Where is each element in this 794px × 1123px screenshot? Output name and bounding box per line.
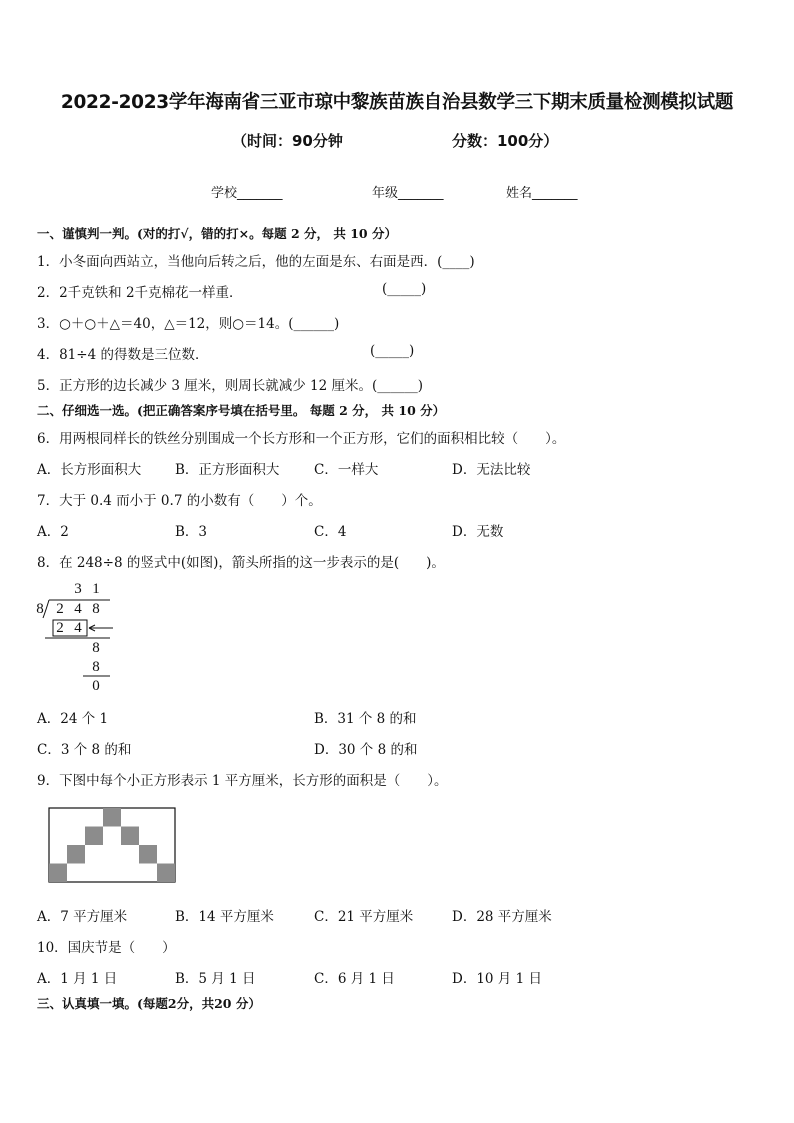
q8-option-c: C．3 个 8 的和	[37, 742, 132, 758]
section-heading-judge: 一、谨慎判一判。(对的打√，错的打×。每题 2 分， 共 10 分）	[37, 226, 397, 241]
shaded-square	[67, 845, 85, 864]
grid-figure	[48, 807, 178, 885]
step-digit: 8	[92, 640, 100, 656]
shaded-square	[103, 808, 121, 827]
page-title: 2022-2023学年海南省三亚市琼中黎族苗族自治县数学三下期末质量检测模拟试题	[60, 92, 734, 113]
quotient-digit: 3	[74, 581, 82, 597]
question-3: 3．○＋○＋△＝40，△＝12，则○＝14。(______)	[37, 316, 340, 332]
step-digit: 2	[56, 620, 64, 636]
section-heading-fill: 三、认真填一填。(每题2分，共20 分）	[37, 996, 261, 1011]
q6-option-a: A．长方形面积大	[37, 462, 142, 478]
q10-option-a: A．1 月 1 日	[37, 971, 118, 987]
exam-score: 分数：100分）	[452, 132, 559, 150]
q10-option-b: B．5 月 1 日	[175, 971, 256, 987]
quotient-digit: 1	[92, 581, 100, 597]
question-6: 6．用两根同样长的铁丝分别围成一个长方形和一个正方形，它们的面积相比较（ ）。	[37, 431, 566, 447]
question-4-blank: (_____)	[370, 343, 415, 359]
long-division-lines	[0, 570, 130, 700]
divisor-digit: 8	[36, 601, 44, 617]
q7-option-a: A．2	[37, 524, 69, 540]
q8-option-d: D．30 个 8 的和	[314, 742, 418, 758]
step-digit: 4	[74, 620, 82, 636]
question-8: 8．在 248÷8 的竖式中(如图)，箭头所指的这一步表示的是( )。	[37, 555, 445, 571]
remainder-digit: 0	[92, 678, 100, 694]
q8-option-a: A．24 个 1	[37, 711, 109, 727]
exam-time: （时间：90分钟	[232, 132, 343, 150]
question-9: 9．下图中每个小正方形表示 1 平方厘米，长方形的面积是（ ）。	[37, 773, 448, 789]
question-2-blank: (_____)	[382, 281, 427, 297]
q7-option-d: D．无数	[452, 524, 504, 540]
question-1: 1．小冬面向西站立，当他向后转之后，他的左面是东、右面是西．(____)	[37, 254, 475, 270]
q8-option-b: B．31 个 8 的和	[314, 711, 417, 727]
shaded-square	[85, 827, 103, 846]
q10-option-c: C．6 月 1 日	[314, 971, 395, 987]
question-7: 7．大于 0.4 而小于 0.7 的小数有（ ）个。	[37, 493, 322, 509]
q6-option-c: C．一样大	[314, 462, 379, 478]
shaded-square	[139, 845, 157, 864]
q6-option-d: D．无法比较	[452, 462, 531, 478]
shaded-square	[157, 864, 175, 883]
highlight-box	[53, 620, 87, 636]
dividend-digit: 8	[92, 601, 100, 617]
q6-option-b: B．正方形面积大	[175, 462, 280, 478]
question-10: 10．国庆节是（ ）	[37, 940, 176, 956]
dividend-digit: 4	[74, 601, 82, 617]
grade-field: 年级_______	[372, 186, 444, 201]
q9-option-a: A．7 平方厘米	[37, 909, 128, 925]
q9-option-c: C．21 平方厘米	[314, 909, 414, 925]
section-heading-choice: 二、仔细选一选。(把正确答案序号填在括号里。 每题 2 分， 共 10 分）	[37, 403, 446, 418]
q7-option-c: C．4	[314, 524, 347, 540]
q9-option-b: B．14 平方厘米	[175, 909, 274, 925]
q9-option-d: D．28 平方厘米	[452, 909, 552, 925]
question-5: 5．正方形的边长减少 3 厘米，则周长就减少 12 厘米。(______)	[37, 378, 424, 394]
dividend-digit: 2	[56, 601, 64, 617]
question-4: 4．81÷4 的得数是三位数．	[37, 347, 209, 363]
question-2: 2．2千克铁和 2千克棉花一样重．	[37, 285, 243, 301]
q10-option-d: D．10 月 1 日	[452, 971, 542, 987]
school-field: 学校_______	[211, 186, 283, 201]
step-digit: 8	[92, 659, 100, 675]
q7-option-b: B．3	[175, 524, 208, 540]
shaded-square	[121, 827, 139, 846]
shaded-square	[49, 864, 67, 883]
name-field: 姓名_______	[506, 186, 578, 201]
